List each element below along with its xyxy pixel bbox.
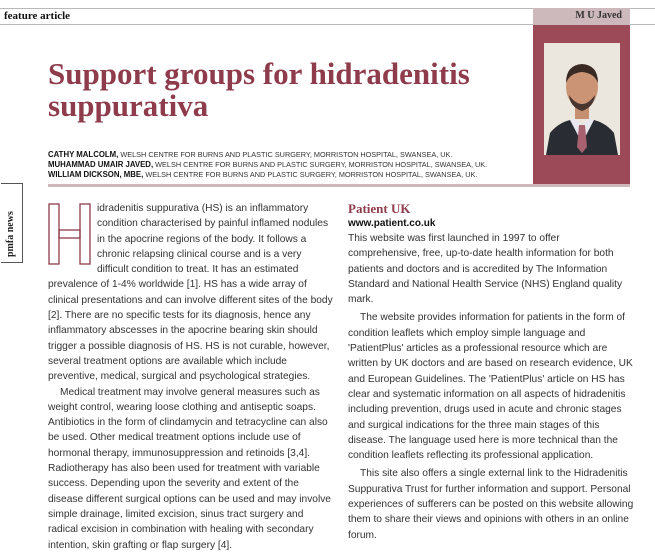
author-photo [544,43,620,155]
author-name: WILLIAM DICKSON, MBE, [48,170,144,179]
author-affiliation: WELSH CENTRE FOR BURNS AND PLASTIC SURGERY, MORRISTON HOSPITAL, SWANSEA, UK. [153,160,488,169]
drop-cap-h-icon [48,203,91,265]
author-affiliation: WELSH CENTRE FOR BURNS AND PLASTIC SURGERY, MORRISTON HOSPITAL, SWANSEA, UK. [118,150,453,159]
website-url: www.patient.co.uk [348,218,436,229]
section-heading: Patient UK [348,201,411,216]
side-tab [1,183,23,263]
author-line [48,150,528,160]
body-paragraph: Medical treatment may involve general measures such as weight control, wearing loose clothing and antiseptic soaps. Antibiotics in the form of clindamycin and tetracycline can also be used. Other medical treatment options include use of hormonal therapy, immunosuppression and retinoids [3,4]. Radiotherapy has also been used for treatment with variable success. Depending upon the severity and extent of the disease different surgical options can be used and may involve simple drainage, limited excision, sinus tract surgery and radical excision in combination with healing with secondary intention, skin grafting or flap surgery [4]. [48,386,331,551]
author-portrait-icon [544,43,620,155]
left-column [48,201,334,553]
author-name: CATHY MALCOLM, [48,150,119,159]
body-paragraph: idradenitis suppurativa (HS) is an inflammatory condition characterised by painful inflamed nodules in the apocrine regions of the body. It follows a chronic relapsing clinical course and is a very difficult condition to treat. It has an estimated prevalence of 1-4% worldwide [1]. HS has a wide array of clinical presentations and can involve different sites of the body [2]. There are no specific tests for its diagnosis, hence any inflammatory abscesses in the apocrine bearing skin should trigger a possible diagnosis of HS. HS is not curable, however, several treatment options are available which include preventive, medical, surgical and psychological strategies. [48,203,333,383]
right-column [348,201,634,543]
author-list [48,150,528,180]
author-name: MUHAMMAD UMAIR JAVED, [48,160,154,169]
body-paragraph: This website was first launched in 1997 to offer comprehensive, free, up-to-date health information for both patients and doctors and is accredited by The Information Standard and National Health Service (NHS) England quality mark. [348,233,623,306]
author-tag: M U Javed [533,8,630,25]
article-title: Support groups for hidradenitis suppurativa [48,56,470,123]
body-paragraph: This site also offers a single external link to the Hidradenitis Suppurativa Trust for further information and support. Personal experiences of sufferers can be posted on this website allowing them to share their views and opinions with others in an online forum. [348,468,634,541]
side-tab-label: pmfa news [5,211,16,257]
section-label: feature article [4,10,71,22]
header-divider [48,184,630,187]
author-affiliation: WELSH CENTRE FOR BURNS AND PLASTIC SURGERY, MORRISTON HOSPITAL, SWANSEA, UK. [143,170,478,179]
body-paragraph: The website provides information for patients in the form of condition leaflets which employ simple language and 'PatientPlus' articles as a professional resource which are written by UK doctors and are based on research evidence, UK and European Guidelines. The 'PatientPlus' article on HS has clear and systematic information on all aspects of hidradenitis including prevention, drugs used in acute and chronic stages and surgical indications for the three main stages of this disease. The language used here is more technical than the condition leaflets reflecting its professional application. [348,312,633,462]
author-line [48,160,528,170]
author-line [48,170,528,180]
